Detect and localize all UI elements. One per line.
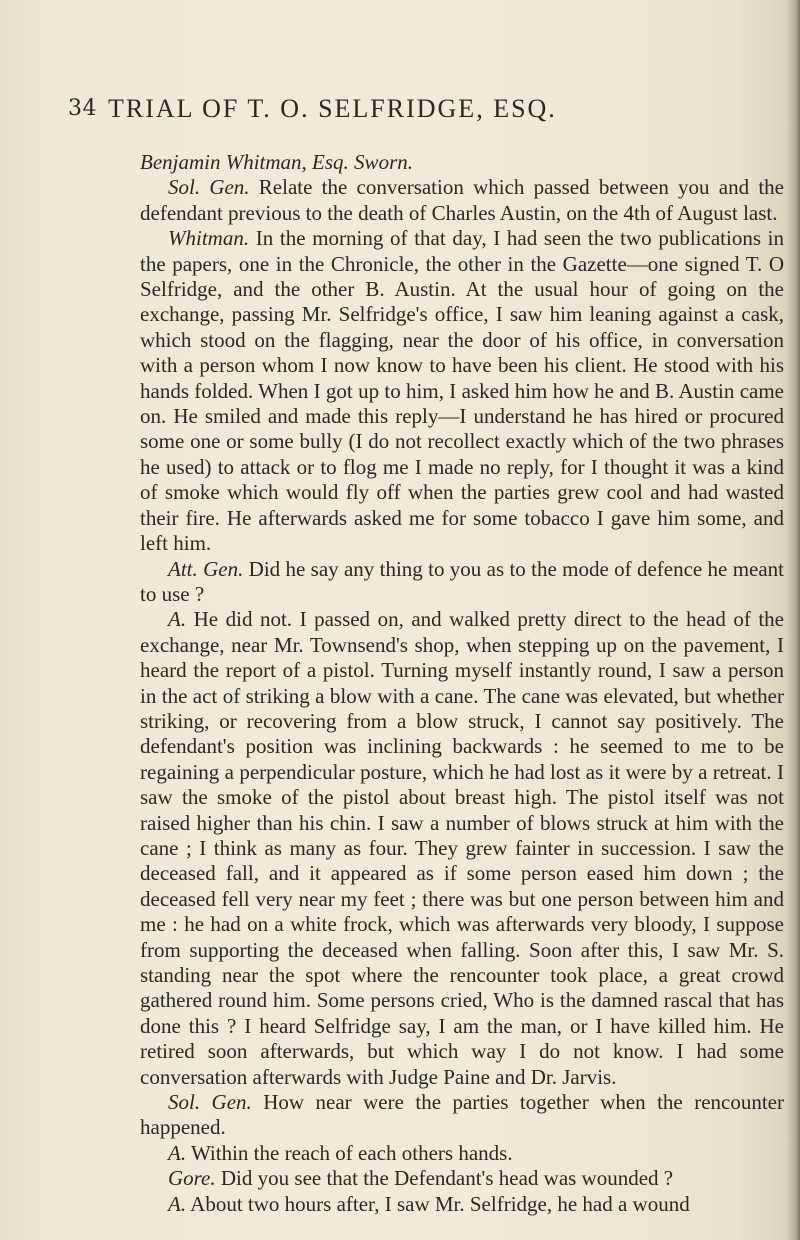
page-number: 34 <box>68 96 97 121</box>
speaker-label: A. <box>168 1140 187 1165</box>
paragraph-text: Did he say any thing to you as to the mode of defence he meant to use ? <box>140 556 785 606</box>
paragraph <box>140 1166 784 1191</box>
paragraph-text: About two hours after, I saw Mr. Selfridge, he had a wound <box>190 1191 690 1216</box>
paragraph <box>140 175 784 226</box>
speaker-label: Whitman. <box>168 226 250 251</box>
paragraph-text: Did you see that the Defendant's head was wounded ? <box>220 1166 674 1191</box>
speaker-label: Sol. Gen. <box>168 175 250 200</box>
running-head: TRIAL OF T. O. SELFRIDGE, ESQ. <box>108 94 557 123</box>
witness-heading <box>140 150 784 175</box>
speaker-label: Att. Gen. <box>168 556 244 581</box>
body-text <box>140 150 784 1217</box>
paragraph-text: In the morning of that day, I had seen the two publications in the papers, one in the Chronicle, the other in the Gazette—one signed T. O Selfridge, and the other B. Austin. At the usual hour of going on the exchange, passing Mr. Selfridge's office, I saw him leaning against a cask, which stood on the flagging, near the door of his office, in conversation with a person whom I now know to have been his client. He stood with his hands folded. When I got up to him, I asked him how he and B. Austin came on. He smiled and made this reply—I understand he has hired or procured some one or some bully (I do not recollect exactly which of the two phrases he used) to attack or to flog me I made no reply, for I thought it was a kind of smoke which would fly off when the parties grew cool and had wasted their fire. He afterwards asked me for some tobacco I gave him some, and left him. <box>140 226 784 556</box>
paragraph-text: Within the reach of each others hands. <box>190 1140 513 1165</box>
paragraph <box>140 1090 784 1141</box>
paragraph <box>140 1192 784 1217</box>
speaker-label: Benjamin Whitman, Esq. Sworn. <box>140 150 413 174</box>
paragraph <box>140 1141 784 1166</box>
paragraph-text: How near were the parties together when the rencounter happened. <box>140 1090 784 1140</box>
speaker-label: Gore. <box>168 1166 216 1191</box>
paragraph-text: Relate the conversation which passed between you and the defendant previous to the death of Charles Austin, on the 4th of August last. <box>140 175 784 225</box>
paragraph-text: He did not. I passed on, and walked pretty direct to the head of the exchange, near Mr. Townsend's shop, when stepping up on the pavement, I heard the report of a pistol. Turning myself instantly round, I saw a person in the act of striking a blow with a cane. The cane was elevated, but whether striking, or recovering from a blow struck, I cannot say positively. The defendant's position was inclining backwards : he seemed to me to be regaining a perpendicular posture, which he had lost as it were by a retreat. I saw the smoke of the pistol about breast high. The pistol itself was not raised higher than his chin. I saw a number of blows struck at him with the cane ; I think as many as four. They grew fainter in succession. I saw the deceased fall, and it appeared as if some person eased him down ; the deceased fell very near my feet ; there was but one person between him and me : he had on a white frock, which was afterwards very bloody, I suppose from supporting the deceased when falling. Soon after this, I saw Mr. S. standing near the spot where the rencounter took place, a great crowd gathered round him. Some persons cried, Who is the damned rascal that has done this ? I heard Selfridge say, I am the man, or I have killed him. He retired soon afterwards, but which way I do not know. I had some conversation afterwards with Judge Paine and Dr. Jarvis. <box>140 607 785 1089</box>
page-header <box>68 94 708 134</box>
speaker-label: A. <box>168 1191 187 1216</box>
paragraph <box>140 226 784 556</box>
speaker-label: Sol. Gen. <box>168 1090 252 1115</box>
page-edge-shadow <box>786 0 800 1240</box>
speaker-label: A. <box>168 607 187 632</box>
paragraph <box>140 557 784 608</box>
paragraph <box>140 607 784 1090</box>
